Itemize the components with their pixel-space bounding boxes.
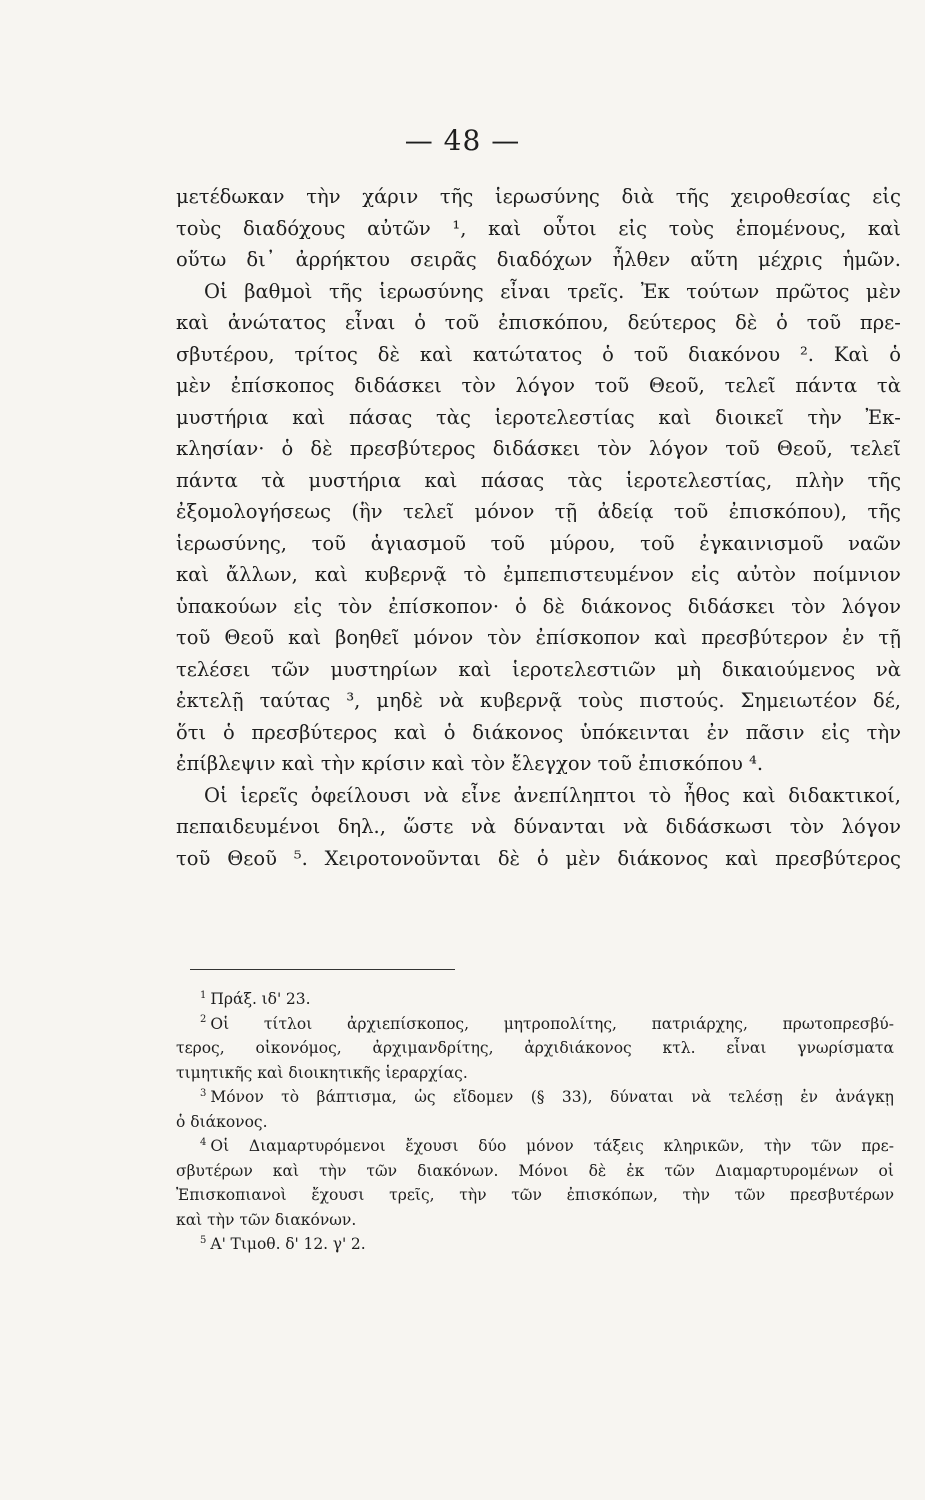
footnote-line: ὁ διάκονος. [176, 1112, 268, 1131]
footnotes [176, 987, 894, 1257]
footnote-marker: 5 [200, 1234, 207, 1246]
footnote-line: Ἐπισκοπιανοὶ ἔχουσι τρεῖς, τὴν τῶν ἐπισκόπων, τὴν τῶν πρεσβυτέρων [176, 1186, 894, 1204]
text-line: Οἱ ἱερεῖς ὀφείλουσι νὰ εἶνε ἀνεπίληπτοι τὸ ἦθος καὶ διδακτικοί, [204, 783, 901, 807]
text-line: τοῦ Θεοῦ καὶ βοηθεῖ μόνον τὸν ἐπίσκοπον καὶ πρεσβύτερον ἐν τῇ [176, 626, 901, 649]
text-line: μὲν ἐπίσκοπος διδάσκει τὸν λόγον τοῦ Θεοῦ, τελεῖ πάντα τὰ [176, 374, 901, 397]
text-line: οὕτω δι᾿ ἀρρήκτου σειρᾶς διαδόχων ἦλθεν αὕτη μέχρις ἡμῶν. [176, 248, 901, 271]
body-text [176, 181, 901, 874]
footnote-marker: 4 [200, 1136, 207, 1148]
text-line: τοὺς διαδόχους αὐτῶν ¹, καὶ οὗτοι εἰς τοὺς ἑπομένους, καὶ [176, 216, 901, 240]
footnote-line: $^1$ Πράξ. ιδ' 23. [200, 989, 311, 1008]
footnote-marker: 3 [200, 1087, 207, 1099]
footnote-line: σβυτέρων καὶ τὴν τῶν διακόνων. Μόνοι δὲ ἐκ τῶν Διαμαρτυρομένων οἱ [176, 1161, 894, 1180]
footnote-divider [190, 969, 455, 970]
text-line: τοῦ Θεοῦ ⁵. Χειροτονοῦνται δὲ ὁ μὲν διάκονος καὶ πρεσβύτερος [176, 846, 901, 870]
footnote-line: $^4$ Οἱ Διαμαρτυρόμενοι ἔχουσι δύο μόνον τάξεις κληρικῶν, τὴν τῶν πρε- [200, 1136, 894, 1155]
footnote-line: καὶ τὴν τῶν διακόνων. [176, 1210, 357, 1229]
footnote-line: τιμητικῆς καὶ διοικητικῆς ἱεραρχίας. [176, 1063, 468, 1082]
footnote-line: $^3$ Μόνον τὸ βάπτισμα, ὡς εἴδομεν (§ 33), δύναται νὰ τελέσῃ ἐν ἀνάγκῃ [200, 1087, 894, 1106]
text-line: ἐπίβλεψιν καὶ τὴν κρίσιν καὶ τὸν ἔλεγχον τοῦ ἐπισκόπου ⁴. [176, 752, 764, 775]
text-line: πεπαιδευμένοι δηλ., ὥστε νὰ δύνανται νὰ διδάσκωσι τὸν λόγον [176, 815, 901, 838]
text-line: ὑπακούων εἰς τὸν ἐπίσκοπον· ὁ δὲ διάκονος διδάσκει τὸν λόγον [176, 594, 901, 618]
text-line: Οἱ βαθμοὶ τῆς ἱερωσύνης εἶναι τρεῖς. Ἐκ τούτων πρῶτος μὲν [204, 279, 901, 303]
text-line: πάντα τὰ μυστήρια καὶ πάσας τὰς ἱεροτελεστίας, πλὴν τῆς [176, 468, 901, 492]
text-line: καὶ ἀνώτατος εἶναι ὁ τοῦ ἐπισκόπου, δεύτερος δὲ ὁ τοῦ πρε- [176, 311, 901, 334]
footnote-marker: 2 [200, 1014, 207, 1026]
text-line: ἐκτελῇ ταύτας ³, μηδὲ νὰ κυβερνᾷ τοὺς πιστούς. Σημειωτέον δέ, [176, 689, 901, 712]
text-line: κλησίαν· ὁ δὲ πρεσβύτερος διδάσκει τὸν λόγον τοῦ Θεοῦ, τελεῖ [176, 437, 901, 460]
footnote-marker: 1 [200, 989, 207, 1001]
text-line: μυστήρια καὶ πάσας τὰς ἱεροτελεστίας καὶ διοικεῖ τὴν Ἐκ- [176, 405, 901, 429]
text-line: ἐξομολογήσεως (ἣν τελεῖ μόνον τῇ ἀδείᾳ τοῦ ἐπισκόπου), τῆς [176, 500, 901, 523]
text-line: σβυτέρου, τρίτος δὲ καὶ κατώτατος ὁ τοῦ διακόνου ². Καὶ ὁ [176, 342, 901, 366]
text-line: ὅτι ὁ πρεσβύτερος καὶ ὁ διάκονος ὑπόκεινται ἐν πᾶσιν εἰς τὴν [176, 720, 901, 744]
footnote-line: $^2$ Οἱ τίτλοι ἀρχιεπίσκοπος, μητροπολίτης, πατριάρχης, πρωτοπρεσβύ- [200, 1014, 894, 1033]
page-number: — 48 — [404, 124, 521, 157]
text-line: ἱερωσύνης, τοῦ ἁγιασμοῦ τοῦ μύρου, τοῦ ἐγκαινισμοῦ ναῶν [176, 531, 901, 555]
footnote-line: $^5$ Α' Τιμοθ. δ' 12. γ' 2. [200, 1234, 366, 1253]
text-line: τελέσει τῶν μυστηρίων καὶ ἱεροτελεστιῶν μὴ δικαιούμενος νὰ [176, 657, 901, 681]
footnote-line: τερος, οἰκονόμος, ἀρχιμανδρίτης, ἀρχιδιάκονος κτλ. εἶναι γνωρίσματα [176, 1039, 894, 1057]
text-line: μετέδωκαν τὴν χάριν τῆς ἱερωσύνης διὰ τῆς χειροθεσίας εἰς [176, 185, 901, 208]
text-line: καὶ ἄλλων, καὶ κυβερνᾷ τὸ ἐμπεπιστευμένον εἰς αὐτὸν ποίμνιον [176, 563, 901, 586]
